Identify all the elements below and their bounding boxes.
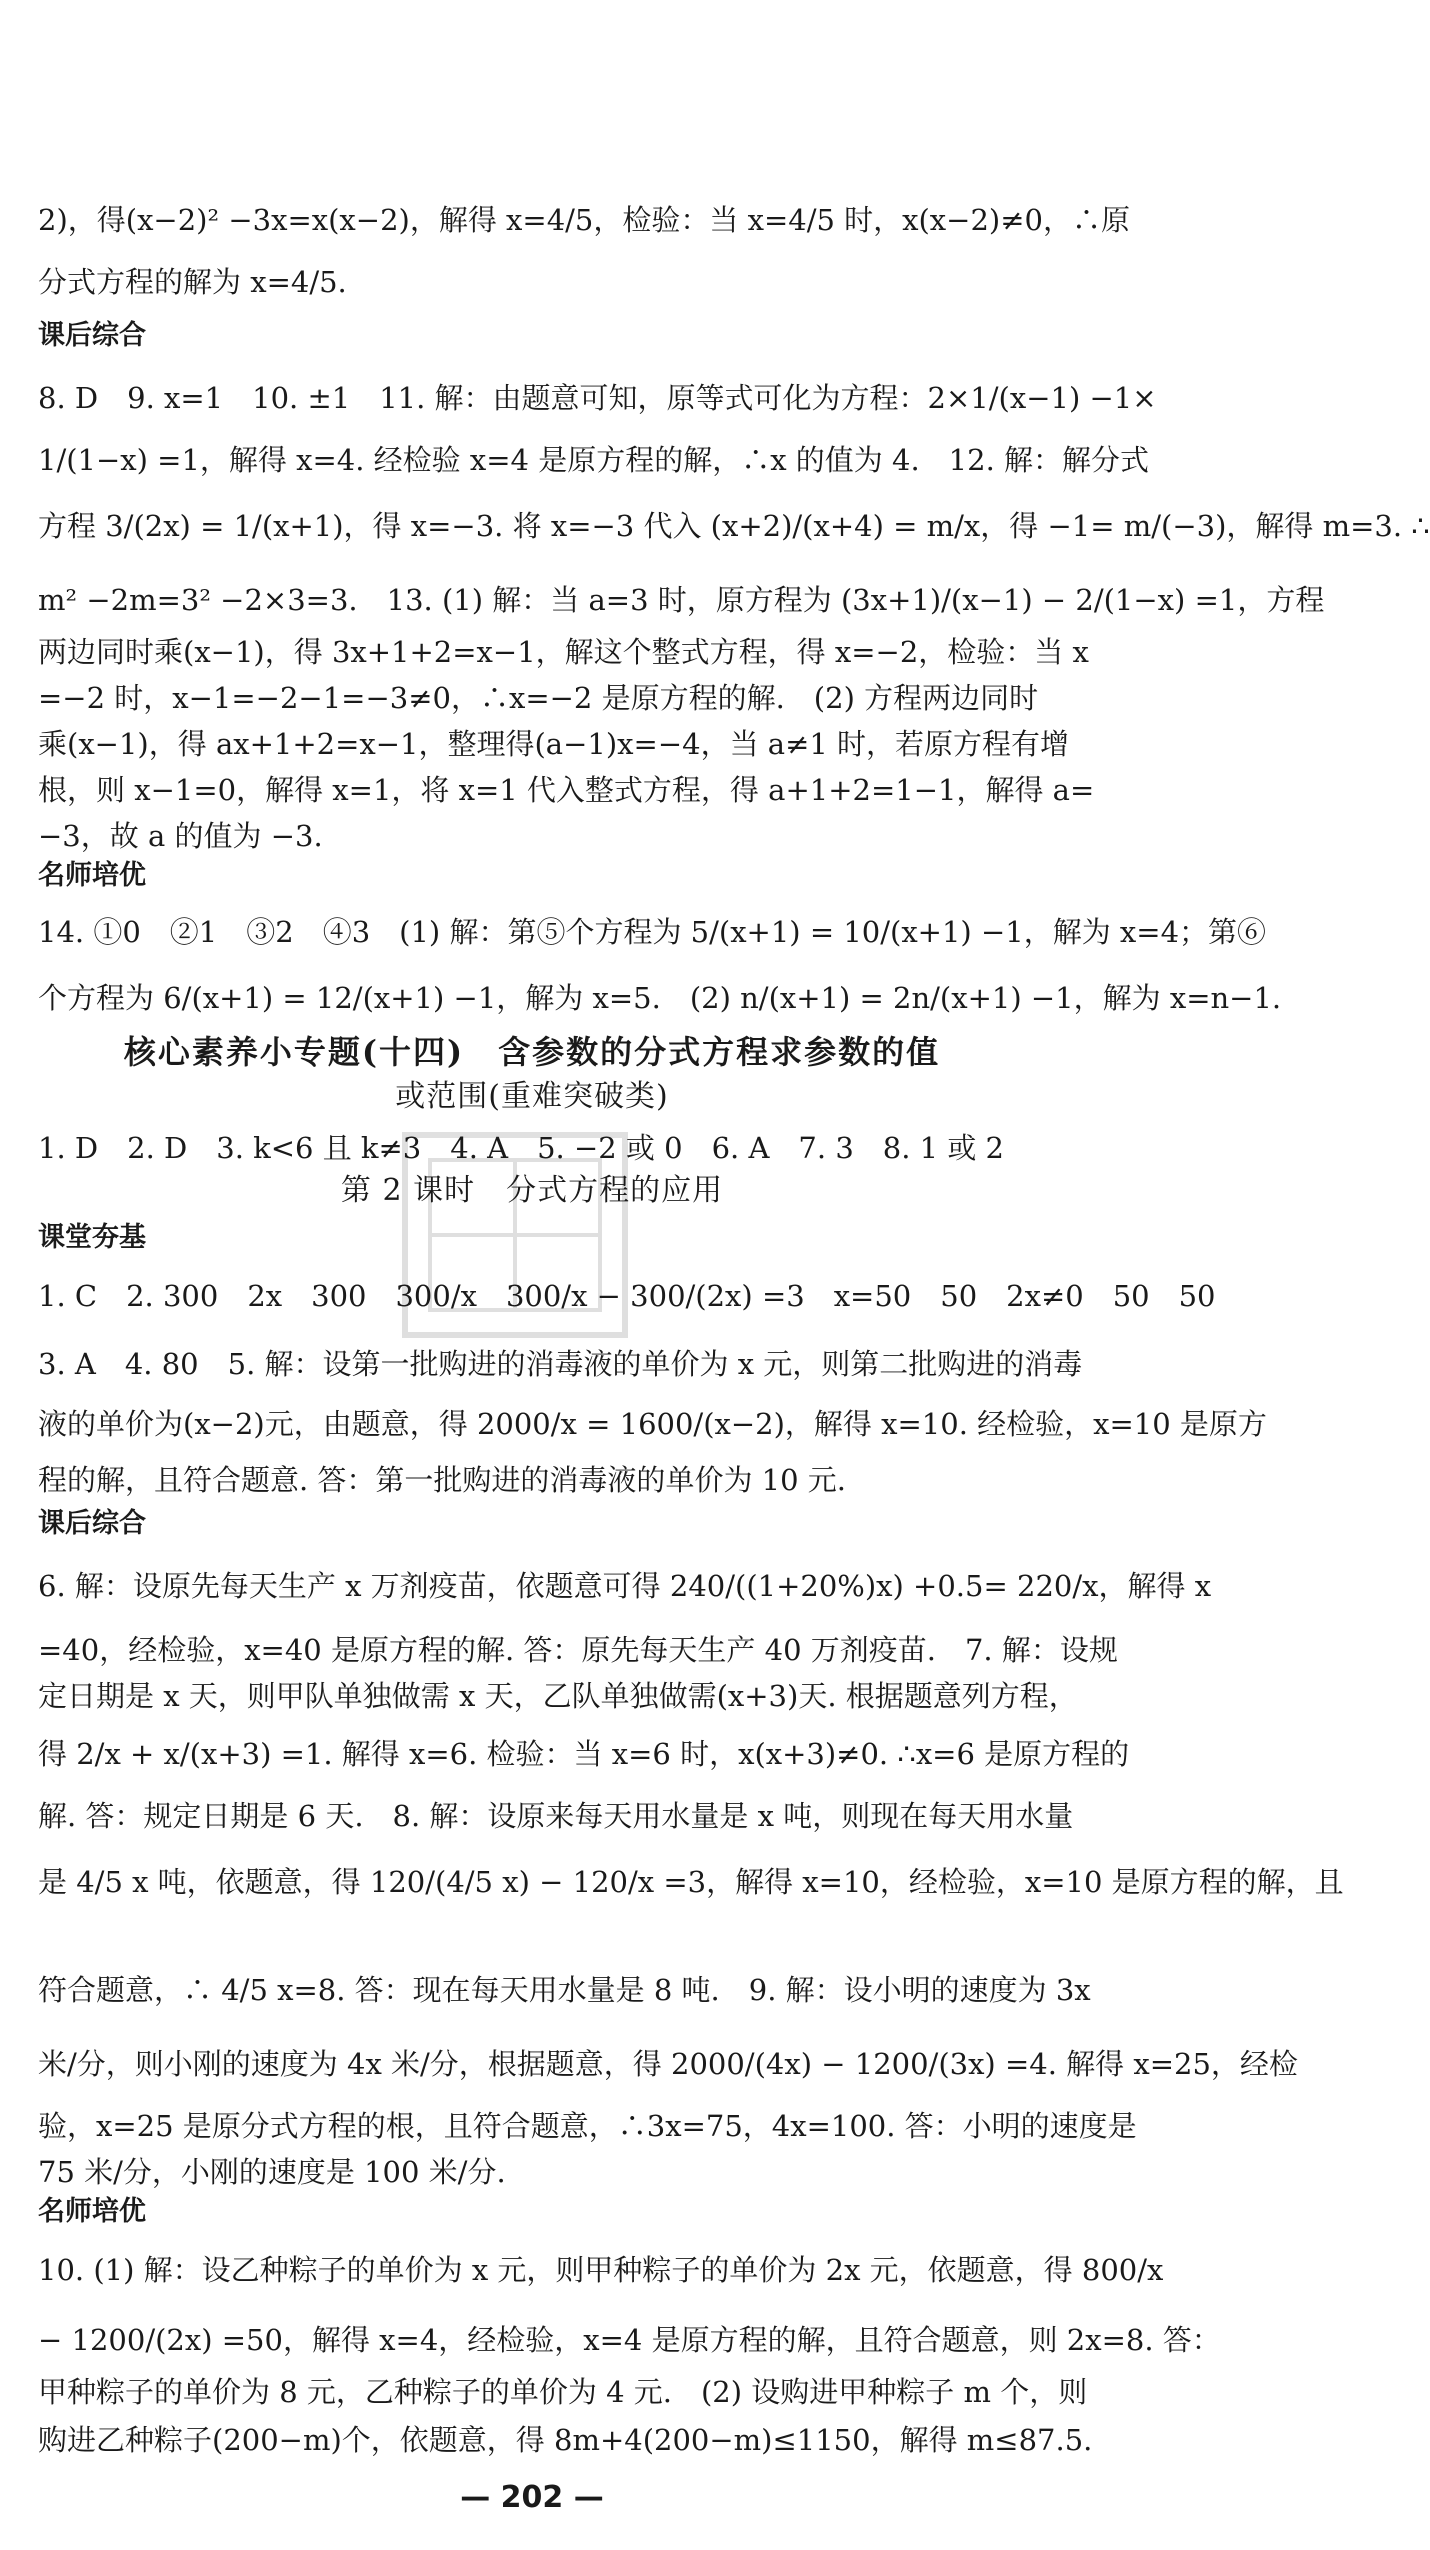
section-heading-ketang: 课堂夯基 [38, 1222, 146, 1253]
lesson-title: 第 2 课时 分式方程的应用 [340, 1173, 724, 1208]
section-heading-mingshi: 名师培优 [38, 860, 146, 891]
section-heading-kehou: 课后综合 [38, 1508, 146, 1539]
answer-line: 乘(x−1)，得 ax+1+2=x−1，整理得(a−1)x=−4，当 a≠1 时，若原方程有增 [38, 727, 1070, 761]
answer-line: =40，经检验，x=40 是原方程的解. 答：原先每天生产 40 万剂疫苗. 7. 解：设规 [38, 1633, 1118, 1667]
answer-line: m² −2m=3² −2×3=3. 13. (1) 解：当 a=3 时，原方程为 (3x+1)/(x−1) − 2/(1−x) =1，方程 [38, 583, 1325, 617]
answer-line: −3，故 a 的值为 −3. [38, 819, 323, 853]
answer-line: 液的单价为(x−2)元，由题意，得 2000/x = 1600/(x−2)，解得 x=10. 经检验，x=10 是原方 [38, 1407, 1267, 1441]
answer-line: 分式方程的解为 x=4/5. [38, 265, 347, 299]
answer-line: =−2 时，x−1=−2−1=−3≠0，∴x=−2 是原方程的解. (2) 方程两边同时 [38, 681, 1039, 715]
answer-line: 解. 答：规定日期是 6 天. 8. 解：设原来每天用水量是 x 吨，则现在每天用水量 [38, 1799, 1074, 1833]
answer-line: 个方程为 6/(x+1) = 12/(x+1) −1，解为 x=5. (2) n/(x+1) = 2n/(x+1) −1，解为 x=n−1. [38, 981, 1282, 1015]
answer-line: 方程 3/(2x) = 1/(x+1)，得 x=−3. 将 x=−3 代入 (x+2)/(x+4) = m/x，得 −1= m/(−3)，解得 m=3. ∴ [38, 509, 1430, 543]
section-heading-kehou: 课后综合 [38, 320, 146, 351]
answer-line: 定日期是 x 天，则甲队单独做需 x 天，乙队单独做需(x+3)天. 根据题意列方程， [38, 1679, 1078, 1713]
answer-line: 甲种粽子的单价为 8 元，乙种粽子的单价为 4 元. (2) 设购进甲种粽子 m 个，则 [38, 2375, 1088, 2409]
answer-line: 两边同时乘(x−1)，得 3x+1+2=x−1，解这个整式方程，得 x=−2，检验：当 x [38, 635, 1089, 669]
answer-line: 根，则 x−1=0，解得 x=1，将 x=1 代入整式方程，得 a+1+2=1−1，解得 a= [38, 773, 1095, 807]
answer-line: 75 米/分，小刚的速度是 100 米/分. [38, 2155, 506, 2189]
answer-line: 得 2/x + x/(x+3) =1. 解得 x=6. 检验：当 x=6 时，x(x+3)≠0. ∴x=6 是原方程的 [38, 1737, 1130, 1771]
answer-line: 购进乙种粽子(200−m)个，依题意，得 8m+4(200−m)≤1150，解得 m≤87.5. [38, 2423, 1093, 2457]
answer-line: 验，x=25 是原分式方程的根，且符合题意，∴3x=75，4x=100. 答：小明的速度是 [38, 2109, 1137, 2143]
special-topic-title: 核心素养小专题(十四) 含参数的分式方程求参数的值 [123, 1033, 941, 1071]
answer-line: 1/(1−x) =1，解得 x=4. 经检验 x=4 是原方程的解，∴x 的值为 4. 12. 解：解分式 [38, 443, 1150, 477]
page-number: — 202 — [460, 2480, 604, 2515]
answer-line: 符合题意，∴ 4/5 x=8. 答：现在每天用水量是 8 吨. 9. 解：设小明的速度为 3x [38, 1973, 1091, 2007]
answer-line: − 1200/(2x) =50，解得 x=4，经检验，x=4 是原方程的解，且符合题意，则 2x=8. 答： [38, 2323, 1221, 2357]
answer-line: 是 4/5 x 吨，依题意，得 120/(4/5 x) − 120/x =3，解得 x=10，经检验，x=10 是原方程的解，且 [38, 1865, 1344, 1899]
special-topic-subtitle: 或范围(重难突破类) [395, 1079, 669, 1114]
answer-line: 6. 解：设原先每天生产 x 万剂疫苗，依题意可得 240/((1+20%)x) +0.5= 220/x，解得 x [38, 1569, 1212, 1603]
answer-line: 14. ①0 ②1 ③2 ④3 (1) 解：第⑤个方程为 5/(x+1) = 10/(x+1) −1，解为 x=4；第⑥ [38, 915, 1267, 949]
answer-line: 8. D 9. x=1 10. ±1 11. 解：由题意可知，原等式可化为方程：2×1/(x−1) −1× [38, 381, 1157, 415]
answer-line: 1. D 2. D 3. k<6 且 k≠3 4. A 5. −2 或 0 6. A 7. 3 8. 1 或 2 [38, 1131, 1004, 1165]
answer-line: 2)，得(x−2)² −3x=x(x−2)，解得 x=4/5，检验：当 x=4/5 时，x(x−2)≠0，∴原 [38, 203, 1130, 237]
answer-line: 3. A 4. 80 5. 解：设第一批购进的消毒液的单价为 x 元，则第二批购进的消毒 [38, 1347, 1083, 1381]
answer-line: 10. (1) 解：设乙种粽子的单价为 x 元，则甲种粽子的单价为 2x 元，依题意，得 800/x [38, 2253, 1164, 2287]
answer-line: 程的解，且符合题意. 答：第一批购进的消毒液的单价为 10 元. [38, 1463, 846, 1497]
answer-line: 米/分，则小刚的速度为 4x 米/分，根据题意，得 2000/(4x) − 1200/(3x) =4. 解得 x=25，经检 [38, 2047, 1298, 2081]
section-heading-mingshi: 名师培优 [38, 2196, 146, 2227]
answer-line: 1. C 2. 300 2x 300 300/x 300/x − 300/(2x) =3 x=50 50 2x≠0 50 50 [38, 1279, 1216, 1313]
